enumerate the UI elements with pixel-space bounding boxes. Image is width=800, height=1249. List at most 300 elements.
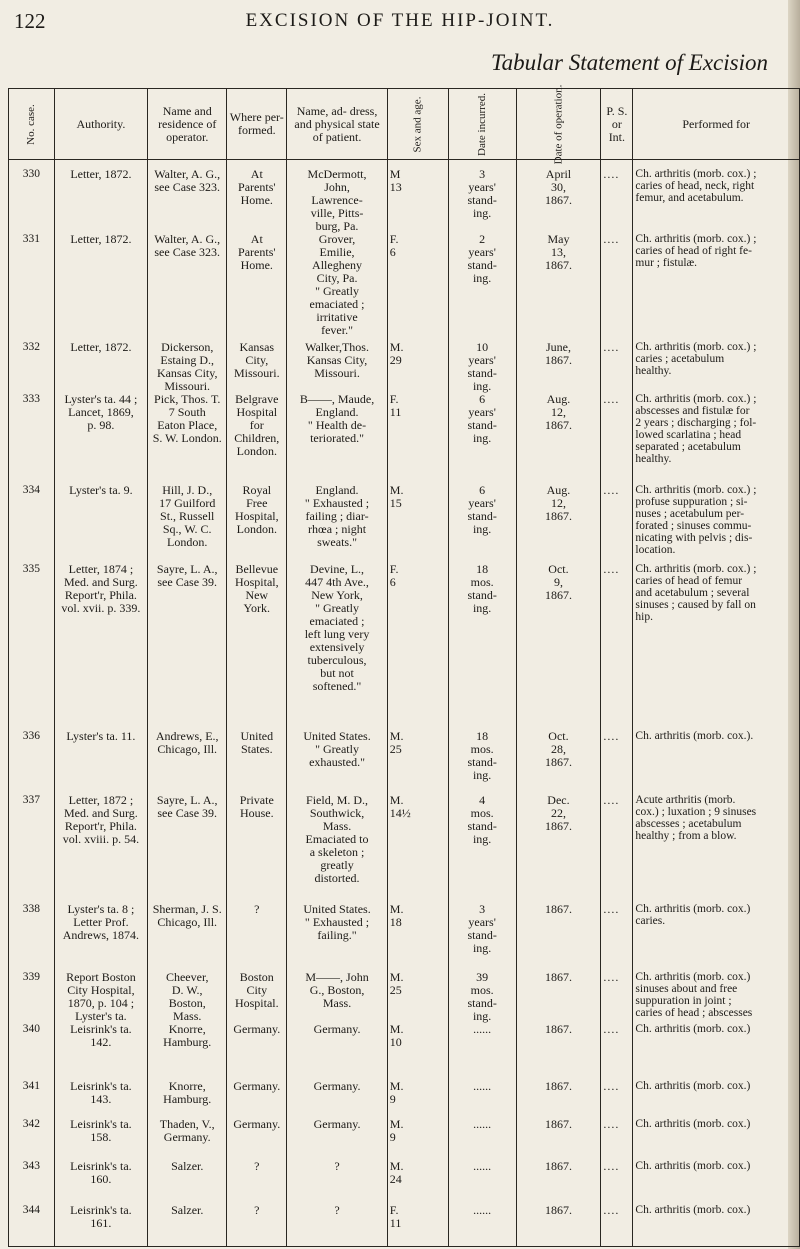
performed-for-text: Ch. arthritis (morb. cox.) ; caries of head of right fe- mur ; fistulæ.: [635, 233, 757, 269]
col-header-operation: Date of operation.: [516, 89, 601, 160]
date-incurred-cell: [448, 484, 516, 563]
case-number-cell: [9, 341, 55, 393]
where-performed-cell: [227, 160, 287, 234]
ps-int-cell: [601, 160, 633, 234]
where-performed-cell: [227, 1023, 287, 1080]
table-row: [9, 1160, 800, 1204]
sex-age-cell: [387, 903, 448, 971]
performed-for-cell: [633, 1204, 800, 1246]
ps-int-cell: [601, 971, 633, 1023]
col-header-authority: Authority.: [54, 89, 148, 160]
case-number-cell: [9, 1118, 55, 1160]
operator-text: Andrews, E., Chicago, Ill.: [155, 729, 219, 756]
authority-text: Lyster's ta. 44 ; Lancet, 1869, p. 98.: [64, 392, 138, 432]
operator-cell: [148, 341, 227, 393]
authority-text: Leisrink's ta. 142.: [70, 1022, 132, 1049]
where-performed-cell: [227, 1160, 287, 1204]
operator-cell: [148, 794, 227, 903]
operator-cell: [148, 903, 227, 971]
authority-cell: [54, 794, 148, 903]
authority-cell: [54, 1080, 148, 1118]
authority-cell: [54, 484, 148, 563]
ps-int-text: ....: [603, 1022, 620, 1036]
date-operation-cell: [516, 903, 601, 971]
patient-text: Walker,Thos. Kansas City, Missouri.: [305, 340, 369, 380]
header-row: [9, 89, 800, 160]
date-operation-text: April 30, 1867.: [544, 167, 572, 207]
sex-age-cell: [387, 484, 448, 563]
where-performed-cell: [227, 794, 287, 903]
where-performed-cell: [227, 341, 287, 393]
date-incurred-text: 39 mos. stand- ing.: [467, 970, 497, 1023]
case-number-cell: [9, 160, 55, 234]
where-performed-cell: [227, 393, 287, 484]
sex-age-cell: [387, 971, 448, 1023]
date-operation-cell: [516, 971, 601, 1023]
sex-age-text: M. 24: [389, 1159, 404, 1186]
where-performed-cell: [227, 903, 287, 971]
authority-text: Leisrink's ta. 158.: [70, 1117, 132, 1144]
operator-text: Sayre, L. A., see Case 39.: [156, 562, 218, 589]
case-number-text: 331: [22, 233, 40, 245]
where-performed-text: ?: [254, 902, 260, 916]
date-incurred-text: ......: [473, 1159, 492, 1173]
case-number-text: 336: [22, 730, 40, 742]
ps-int-text: ....: [603, 793, 620, 807]
case-number-text: 337: [22, 794, 40, 806]
operator-text: Salzer.: [171, 1159, 204, 1173]
date-operation-text: Oct. 9, 1867.: [544, 562, 572, 602]
authority-text: Letter, 1872.: [70, 340, 132, 354]
where-performed-text: Germany.: [233, 1079, 281, 1093]
where-performed-cell: [227, 730, 287, 794]
sex-age-cell: [387, 1160, 448, 1204]
authority-cell: [54, 341, 148, 393]
performed-for-text: Ch. arthritis (morb. cox.) ; profuse suppuration ; si- nuses ; acetabulum per- forated ; sinuses commu- nicating with pelvis ; dis- location.: [635, 484, 757, 556]
ps-int-cell: [601, 1023, 633, 1080]
patient-text: ?: [334, 1203, 340, 1217]
table-row: [9, 1204, 800, 1246]
performed-for-cell: [633, 233, 800, 341]
sex-age-cell: [387, 160, 448, 234]
date-operation-cell: [516, 563, 601, 730]
performed-for-text: Ch. arthritis (morb. cox.) sinuses about and free suppuration in joint ; caries of head ; abscesses: [635, 971, 753, 1019]
patient-cell: [287, 730, 387, 794]
case-number-cell: [9, 794, 55, 903]
date-incurred-text: 4 mos. stand- ing.: [467, 793, 497, 846]
operator-text: Sayre, L. A., see Case 39.: [156, 793, 218, 820]
col-header-operator: Name and residence of operator.: [148, 89, 227, 160]
date-operation-text: Dec. 22, 1867.: [544, 793, 572, 833]
where-performed-text: Belgrave Hospital for Children, London.: [234, 392, 280, 458]
date-operation-text: May 13, 1867.: [544, 232, 572, 272]
date-operation-text: Aug. 12, 1867.: [544, 392, 572, 432]
case-number-cell: [9, 1080, 55, 1118]
where-performed-text: United States.: [240, 729, 274, 756]
patient-cell: [287, 1118, 387, 1160]
performed-for-cell: [633, 730, 800, 794]
table-row: [9, 1023, 800, 1080]
sex-age-text: M. 14½: [389, 793, 411, 820]
col-header-where: Where per- formed.: [227, 89, 287, 160]
where-performed-text: Germany.: [233, 1022, 281, 1036]
authority-cell: [54, 1118, 148, 1160]
ps-int-cell: [601, 563, 633, 730]
date-incurred-text: 18 mos. stand- ing.: [467, 562, 497, 615]
page-number: 122: [14, 9, 46, 33]
performed-for-cell: [633, 563, 800, 730]
date-incurred-cell: [448, 971, 516, 1023]
authority-cell: [54, 1023, 148, 1080]
patient-text: Germany.: [313, 1117, 361, 1131]
performed-for-text: Ch. arthritis (morb. cox.).: [635, 730, 754, 742]
date-operation-text: 1867.: [544, 1159, 572, 1173]
col-header-ps: P. S. or Int.: [601, 89, 633, 160]
patient-cell: [287, 971, 387, 1023]
patient-text: Field, M. D., Southwick, Mass. Emaciated to a skeleton ; greatly distorted.: [305, 793, 369, 885]
patient-text: ?: [334, 1159, 340, 1173]
performed-for-text: Ch. arthritis (morb. cox.): [635, 1023, 751, 1035]
sex-age-text: M. 9: [389, 1079, 404, 1106]
ps-int-text: ....: [603, 167, 620, 181]
where-performed-text: Kansas City, Missouri.: [233, 340, 280, 380]
ps-int-cell: [601, 1204, 633, 1246]
operator-cell: [148, 1160, 227, 1204]
case-number-text: 332: [22, 341, 40, 353]
where-performed-text: Boston City Hospital.: [234, 970, 279, 1010]
case-number-text: 340: [22, 1023, 40, 1035]
col-header-no: No. case.: [9, 89, 55, 160]
date-operation-text: Aug. 12, 1867.: [544, 483, 572, 523]
running-head: EXCISION OF THE HIP-JOINT.: [245, 10, 555, 31]
operator-text: Salzer.: [171, 1203, 204, 1217]
where-performed-text: At Parents' Home.: [238, 232, 276, 272]
sex-age-text: M. 29: [389, 340, 404, 367]
operator-cell: [148, 1118, 227, 1160]
authority-cell: [54, 393, 148, 484]
date-incurred-cell: [448, 730, 516, 794]
case-number-text: 334: [22, 484, 40, 496]
performed-for-text: Ch. arthritis (morb. cox.): [635, 1204, 751, 1216]
performed-for-cell: [633, 1080, 800, 1118]
patient-cell: [287, 393, 387, 484]
authority-text: Letter, 1872 ; Med. and Surg. Report'r, Phila. vol. xviii. p. 54.: [62, 793, 140, 846]
sex-age-text: F. 6: [389, 232, 399, 259]
where-performed-text: ?: [254, 1203, 260, 1217]
performed-for-text: Ch. arthritis (morb. cox.): [635, 1160, 751, 1172]
operator-cell: [148, 971, 227, 1023]
ps-int-cell: [601, 233, 633, 341]
ps-int-text: ....: [603, 483, 620, 497]
date-incurred-text: 6 years' stand- ing.: [467, 392, 497, 445]
date-incurred-cell: [448, 903, 516, 971]
patient-cell: [287, 903, 387, 971]
sex-age-text: F. 6: [389, 562, 399, 589]
operator-cell: [148, 1023, 227, 1080]
operator-text: Knorre, Hamburg.: [163, 1079, 212, 1106]
case-number-text: 341: [22, 1080, 40, 1092]
operator-cell: [148, 730, 227, 794]
authority-cell: [54, 903, 148, 971]
authority-text: Lyster's ta. 11.: [66, 729, 136, 743]
authority-text: Report Boston City Hospital, 1870, p. 104 ; Lyster's ta.: [66, 970, 136, 1023]
date-operation-cell: [516, 730, 601, 794]
sex-age-cell: [387, 730, 448, 794]
case-number-cell: [9, 484, 55, 563]
performed-for-text: Acute arthritis (morb. cox.) ; luxation ; 9 sinuses abscesses ; acetabulum healthy ; from a blow.: [635, 794, 757, 842]
ps-int-text: ....: [603, 392, 620, 406]
table-row: [9, 971, 800, 1023]
patient-text: Germany.: [313, 1022, 361, 1036]
authority-cell: [54, 233, 148, 341]
patient-text: Germany.: [313, 1079, 361, 1093]
performed-for-text: Ch. arthritis (morb. cox.) caries.: [635, 903, 751, 927]
where-performed-cell: [227, 971, 287, 1023]
date-incurred-cell: [448, 563, 516, 730]
performed-for-text: Ch. arthritis (morb. cox.) ; abscesses and fistulæ for 2 years ; discharging ; fol- lowed scarlatina ; head separated ; acetabulum healthy.: [635, 393, 757, 465]
authority-text: Leisrink's ta. 143.: [70, 1079, 132, 1106]
where-performed-cell: [227, 1118, 287, 1160]
date-incurred-text: 6 years' stand- ing.: [467, 483, 497, 536]
authority-cell: [54, 160, 148, 234]
case-number-text: 338: [22, 903, 40, 915]
table-row: [9, 903, 800, 971]
performed-for-cell: [633, 393, 800, 484]
table-row: [9, 233, 800, 341]
performed-for-cell: [633, 160, 800, 234]
patient-text: England. " Exhausted ; failing ; diar- rhœa ; night sweats.": [304, 483, 370, 549]
performed-for-cell: [633, 903, 800, 971]
date-operation-cell: [516, 484, 601, 563]
sex-age-text: M. 25: [389, 970, 404, 997]
date-incurred-text: ......: [473, 1117, 492, 1131]
sex-age-cell: [387, 393, 448, 484]
authority-text: Leisrink's ta. 160.: [70, 1159, 132, 1186]
authority-text: Leisrink's ta. 161.: [70, 1203, 132, 1230]
performed-for-text: Ch. arthritis (morb. cox.) ; caries of head of femur and acetabulum ; several sinuses ; caused by fall on hip.: [635, 563, 757, 623]
ps-int-text: ....: [603, 729, 620, 743]
case-number-cell: [9, 563, 55, 730]
ps-int-text: ....: [603, 1159, 620, 1173]
sex-age-cell: [387, 1204, 448, 1246]
date-operation-text: June, 1867.: [544, 340, 572, 367]
operator-cell: [148, 1204, 227, 1246]
patient-text: M——, John G., Boston, Mass.: [305, 970, 369, 1010]
date-incurred-cell: [448, 1023, 516, 1080]
performed-for-cell: [633, 1023, 800, 1080]
ps-int-cell: [601, 341, 633, 393]
where-performed-cell: [227, 233, 287, 341]
authority-text: Letter, 1872.: [70, 167, 132, 181]
date-incurred-cell: [448, 341, 516, 393]
case-number-cell: [9, 233, 55, 341]
sex-age-text: M. 18: [389, 902, 404, 929]
date-incurred-text: 3 years' stand- ing.: [467, 902, 497, 955]
date-incurred-text: ......: [473, 1022, 492, 1036]
date-operation-cell: [516, 233, 601, 341]
ps-int-cell: [601, 903, 633, 971]
performed-for-cell: [633, 1118, 800, 1160]
authority-text: Lyster's ta. 9.: [69, 483, 133, 497]
operator-text: Knorre, Hamburg.: [163, 1022, 212, 1049]
date-operation-cell: [516, 1080, 601, 1118]
patient-cell: [287, 1204, 387, 1246]
sex-age-text: F. 11: [389, 1203, 402, 1230]
case-number-cell: [9, 1023, 55, 1080]
case-number-text: 335: [22, 563, 40, 575]
date-incurred-text: ......: [473, 1079, 492, 1093]
date-incurred-cell: [448, 794, 516, 903]
ps-int-cell: [601, 1080, 633, 1118]
date-operation-cell: [516, 1023, 601, 1080]
sex-age-cell: [387, 1118, 448, 1160]
date-incurred-cell: [448, 1204, 516, 1246]
case-number-cell: [9, 971, 55, 1023]
patient-cell: [287, 1080, 387, 1118]
table-row: [9, 563, 800, 730]
performed-for-cell: [633, 794, 800, 903]
case-number-cell: [9, 730, 55, 794]
sex-age-text: M. 15: [389, 483, 404, 510]
performed-for-cell: [633, 341, 800, 393]
date-operation-cell: [516, 341, 601, 393]
authority-text: Letter, 1874 ; Med. and Surg. Report'r, Phila. vol. xvii. p. 339.: [61, 562, 141, 615]
patient-cell: [287, 160, 387, 234]
table-row: [9, 484, 800, 563]
ps-int-text: ....: [603, 340, 620, 354]
operator-text: Cheever, D. W., Boston, Mass.: [165, 970, 209, 1023]
where-performed-cell: [227, 484, 287, 563]
performed-for-cell: [633, 484, 800, 563]
patient-cell: [287, 484, 387, 563]
where-performed-text: Bellevue Hospital, New York.: [234, 562, 279, 615]
patient-text: United States. " Greatly exhausted.": [303, 729, 371, 769]
performed-for-text: Ch. arthritis (morb. cox.) ; caries ; acetabulum healthy.: [635, 341, 757, 377]
sex-age-text: M. 25: [389, 729, 404, 756]
ps-int-text: ....: [603, 562, 620, 576]
operator-text: Hill, J. D., 17 Guilford St., Russell Sq., W. C. London.: [159, 483, 216, 549]
performed-for-text: Ch. arthritis (morb. cox.): [635, 1080, 751, 1092]
case-number-text: 330: [22, 168, 40, 180]
patient-text: B——, Maude, England. " Health de- teriorated.": [299, 392, 375, 445]
sex-age-cell: [387, 1023, 448, 1080]
operator-text: Walter, A. G., see Case 323.: [154, 232, 221, 259]
col-header-incurred: Date incurred.: [448, 89, 516, 160]
sex-age-cell: [387, 1080, 448, 1118]
operator-cell: [148, 160, 227, 234]
ps-int-text: ....: [603, 232, 620, 246]
ps-int-cell: [601, 393, 633, 484]
ps-int-text: ....: [603, 1203, 620, 1217]
date-operation-text: 1867.: [544, 1203, 572, 1217]
ps-int-text: ....: [603, 1117, 620, 1131]
ps-int-cell: [601, 794, 633, 903]
authority-cell: [54, 730, 148, 794]
sex-age-text: M 13: [389, 167, 402, 194]
date-incurred-text: ......: [473, 1203, 492, 1217]
patient-cell: [287, 794, 387, 903]
date-operation-text: 1867.: [544, 1117, 572, 1131]
where-performed-cell: [227, 563, 287, 730]
case-number-text: 333: [22, 393, 40, 405]
performed-for-text: Ch. arthritis (morb. cox.) ; caries of head, neck, right femur, and acetabulum.: [635, 168, 757, 204]
sex-age-cell: [387, 233, 448, 341]
operator-text: Dickerson, Estaing D., Kansas City, Missouri.: [156, 340, 218, 393]
operator-text: Sherman, J. S. Chicago, Ill.: [152, 902, 222, 929]
patient-text: United States. " Exhausted ; failing.": [303, 902, 371, 942]
excision-table: [8, 84, 800, 1247]
case-number-text: 342: [22, 1118, 40, 1130]
table-row: [9, 1118, 800, 1160]
ps-int-cell: [601, 484, 633, 563]
table-row: [9, 341, 800, 393]
performed-for-cell: [633, 1160, 800, 1204]
date-operation-text: Oct. 28, 1867.: [544, 729, 572, 769]
table-row: [9, 1080, 800, 1118]
date-incurred-cell: [448, 1080, 516, 1118]
date-incurred-text: 18 mos. stand- ing.: [467, 729, 497, 782]
date-operation-text: 1867.: [544, 970, 572, 984]
date-incurred-text: 10 years' stand- ing.: [467, 340, 497, 393]
date-operation-cell: [516, 794, 601, 903]
patient-text: Devine, L., 447 4th Ave., New York, " Greatly emaciated ; left lung very extensively tuberculous, but not softened.": [304, 562, 370, 693]
date-operation-cell: [516, 1160, 601, 1204]
operator-text: Walter, A. G., see Case 323.: [154, 167, 221, 194]
ps-int-cell: [601, 730, 633, 794]
ps-int-text: ....: [603, 970, 620, 984]
ps-int-text: ....: [603, 902, 620, 916]
performed-for-text: Ch. arthritis (morb. cox.): [635, 1118, 751, 1130]
sex-age-cell: [387, 794, 448, 903]
case-number-cell: [9, 1204, 55, 1246]
date-incurred-cell: [448, 1118, 516, 1160]
patient-cell: [287, 341, 387, 393]
ps-int-cell: [601, 1118, 633, 1160]
case-number-cell: [9, 1160, 55, 1204]
authority-cell: [54, 971, 148, 1023]
sex-age-cell: [387, 341, 448, 393]
date-operation-cell: [516, 393, 601, 484]
authority-text: Lyster's ta. 8 ; Letter Prof. Andrews, 1874.: [62, 902, 140, 942]
col-header-patient: Name, ad- dress, and physical state of patient.: [287, 89, 387, 160]
where-performed-cell: [227, 1204, 287, 1246]
where-performed-text: Germany.: [233, 1117, 281, 1131]
date-incurred-text: 2 years' stand- ing.: [467, 232, 497, 285]
patient-cell: [287, 563, 387, 730]
date-operation-cell: [516, 1204, 601, 1246]
operator-text: Thaden, V., Germany.: [159, 1117, 215, 1144]
operator-cell: [148, 484, 227, 563]
date-incurred-cell: [448, 233, 516, 341]
sex-age-text: M. 9: [389, 1117, 404, 1144]
operator-cell: [148, 393, 227, 484]
date-operation-text: 1867.: [544, 1022, 572, 1036]
patient-text: Grover, Emilie, Allegheny City, Pa. " Greatly emaciated ; irritative fever.": [309, 232, 365, 337]
table-title: Tabular Statement of Excision: [490, 50, 768, 75]
where-performed-text: At Parents' Home.: [238, 167, 276, 207]
date-operation-text: 1867.: [544, 902, 572, 916]
where-performed-text: ?: [254, 1159, 260, 1173]
case-number-text: 343: [22, 1160, 40, 1172]
authority-text: Letter, 1872.: [70, 232, 132, 246]
operator-cell: [148, 563, 227, 730]
date-incurred-cell: [448, 393, 516, 484]
authority-cell: [54, 1160, 148, 1204]
date-operation-cell: [516, 160, 601, 234]
case-number-cell: [9, 393, 55, 484]
date-operation-text: 1867.: [544, 1079, 572, 1093]
where-performed-cell: [227, 1080, 287, 1118]
